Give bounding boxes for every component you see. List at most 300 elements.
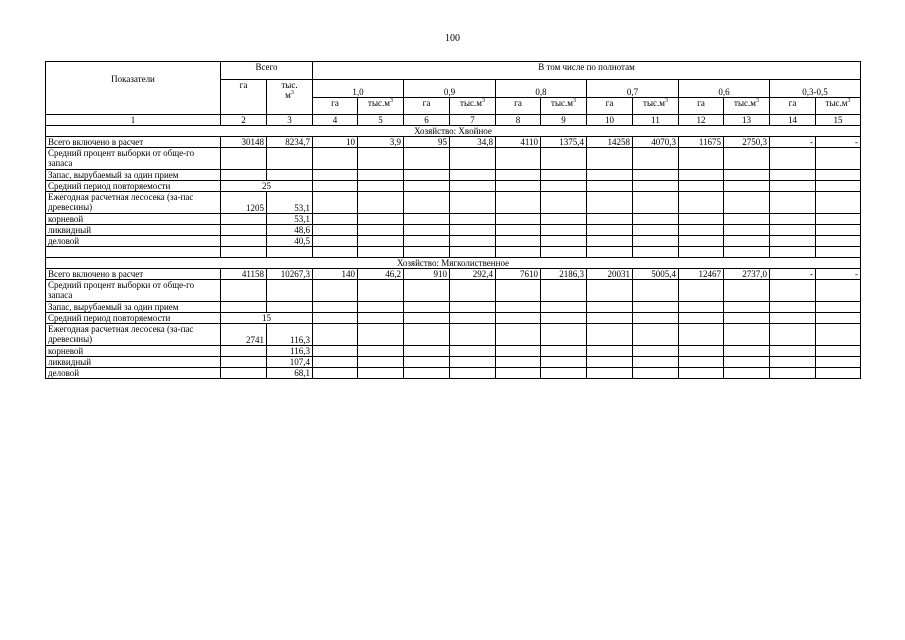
- table-cell: 140: [313, 269, 358, 280]
- table-cell: 68,1: [267, 368, 313, 379]
- table-cell: [633, 368, 679, 379]
- table-cell: [816, 357, 861, 368]
- table-cell: [587, 225, 633, 236]
- table-row: [46, 280, 861, 302]
- table-cell: [496, 247, 541, 258]
- table-cell: [221, 357, 267, 368]
- column-number: 4: [313, 115, 358, 126]
- subheader-volume: $тыс.м^3$: [633, 98, 679, 115]
- table-cell: [496, 313, 541, 324]
- table-cell: 20031: [587, 269, 633, 280]
- table-cell: [770, 313, 816, 324]
- table-cell: [496, 302, 541, 313]
- table-cell: [816, 313, 861, 324]
- table-cell: [724, 181, 770, 192]
- table-cell: [679, 313, 724, 324]
- table-cell: [450, 225, 496, 236]
- table-cell: [587, 368, 633, 379]
- table-cell: [404, 170, 450, 181]
- table-cell: [358, 247, 404, 258]
- table-cell: [450, 247, 496, 258]
- table-cell: [541, 346, 587, 357]
- table-cell: [313, 346, 358, 357]
- table-cell: 2737,0: [724, 269, 770, 280]
- table-cell: [450, 302, 496, 313]
- table-cell: [816, 225, 861, 236]
- table-cell: [724, 148, 770, 170]
- table-cell: [496, 181, 541, 192]
- table-cell: [770, 368, 816, 379]
- row-label: корневой: [46, 346, 221, 357]
- table-cell: [633, 357, 679, 368]
- table-cell: [816, 280, 861, 302]
- row-label: [46, 247, 221, 258]
- table-cell: [541, 192, 587, 214]
- table-cell: [816, 192, 861, 214]
- table-cell: [541, 368, 587, 379]
- table-cell: [679, 148, 724, 170]
- table-cell: [313, 247, 358, 258]
- table-cell: [358, 368, 404, 379]
- table-cell: [450, 170, 496, 181]
- table-cell: [221, 247, 267, 258]
- table-cell: [496, 148, 541, 170]
- table-cell: [816, 148, 861, 170]
- table-cell: [541, 247, 587, 258]
- table-cell: 2186,3: [541, 269, 587, 280]
- row-label: Запас, вырубаемый за один прием: [46, 302, 221, 313]
- table-cell: [221, 214, 267, 225]
- table-cell: [816, 346, 861, 357]
- row-label: деловой: [46, 236, 221, 247]
- table-cell: [724, 247, 770, 258]
- header-total: Всего: [221, 62, 313, 80]
- table-cell: [313, 170, 358, 181]
- table-cell: [679, 181, 724, 192]
- table-cell: [541, 302, 587, 313]
- column-number: 1: [46, 115, 221, 126]
- table-cell: [496, 170, 541, 181]
- table-cell: 116,3: [267, 346, 313, 357]
- table-cell: [496, 324, 541, 346]
- table-cell: [313, 324, 358, 346]
- row-label: Средний процент выборки от обще-го запаса: [46, 148, 221, 170]
- table-cell: [770, 302, 816, 313]
- column-number: 15: [816, 115, 861, 126]
- table-cell: [404, 236, 450, 247]
- table-cell: [816, 368, 861, 379]
- table-cell: [358, 225, 404, 236]
- table-cell: [541, 324, 587, 346]
- table-cell: [404, 302, 450, 313]
- table-cell: [267, 247, 313, 258]
- table-cell: [633, 313, 679, 324]
- table-cell: [496, 280, 541, 302]
- table-cell: [358, 214, 404, 225]
- table-cell: [679, 247, 724, 258]
- table-cell: [587, 247, 633, 258]
- table-cell: [358, 148, 404, 170]
- header-indicators: Показатели: [46, 62, 221, 115]
- table-cell: [770, 225, 816, 236]
- row-label: Средний период повторяемости: [46, 181, 221, 192]
- table-cell: [770, 346, 816, 357]
- table-cell: [404, 346, 450, 357]
- table-cell: [450, 346, 496, 357]
- table-cell: [770, 236, 816, 247]
- table-cell: [541, 313, 587, 324]
- table-cell: [770, 280, 816, 302]
- table-cell: [541, 236, 587, 247]
- table-cell: [404, 368, 450, 379]
- column-number: 12: [679, 115, 724, 126]
- table-cell: [587, 346, 633, 357]
- table-cell: [679, 280, 724, 302]
- table-cell: [358, 192, 404, 214]
- table-cell: [633, 148, 679, 170]
- table-cell: [450, 368, 496, 379]
- table-cell: [450, 236, 496, 247]
- table-cell: [724, 236, 770, 247]
- table-cell: [404, 225, 450, 236]
- table-cell: [496, 346, 541, 357]
- table-cell: 14258: [587, 137, 633, 148]
- table-cell: [770, 148, 816, 170]
- table-cell: 2750,3: [724, 137, 770, 148]
- table-cell: 292,4: [450, 269, 496, 280]
- subheader-ha: га: [770, 98, 816, 115]
- table-cell: [541, 170, 587, 181]
- table-cell: 46,2: [358, 269, 404, 280]
- section-header-row: [46, 126, 861, 137]
- table-cell: [587, 181, 633, 192]
- subheader-volume: $тыс.м^3$: [724, 98, 770, 115]
- column-number: 2: [221, 115, 267, 126]
- table-cell: [358, 302, 404, 313]
- section-title: Хозяйство: Хвойное: [46, 126, 861, 137]
- table-cell: 8234,7: [267, 137, 313, 148]
- table-row: [46, 324, 861, 346]
- table-cell: [313, 368, 358, 379]
- table-row: [46, 137, 861, 148]
- table-cell: 41158: [221, 269, 267, 280]
- table-cell: 40,5: [267, 236, 313, 247]
- table-cell: [633, 280, 679, 302]
- table-cell: [496, 357, 541, 368]
- table-cell: [587, 313, 633, 324]
- column-number: 10: [587, 115, 633, 126]
- column-number: 13: [724, 115, 770, 126]
- table-cell: [450, 148, 496, 170]
- table-cell: [679, 346, 724, 357]
- table-cell: [724, 368, 770, 379]
- table-cell: [450, 324, 496, 346]
- table-cell: [724, 346, 770, 357]
- table-cell: [313, 302, 358, 313]
- header-total-ha: га: [221, 80, 267, 115]
- table-row: [46, 236, 861, 247]
- row-label: корневой: [46, 214, 221, 225]
- table-cell: 53,1: [267, 192, 313, 214]
- table-cell: [587, 280, 633, 302]
- table-cell: [633, 225, 679, 236]
- table-cell: -: [770, 269, 816, 280]
- table-cell: [404, 357, 450, 368]
- table-cell: [313, 280, 358, 302]
- merged-value: 15: [221, 313, 313, 324]
- table-row: [46, 170, 861, 181]
- table-cell: [770, 247, 816, 258]
- table-cell: [313, 214, 358, 225]
- table-cell: [679, 170, 724, 181]
- table-cell: [679, 225, 724, 236]
- table-cell: [724, 214, 770, 225]
- table-cell: [313, 148, 358, 170]
- table-cell: 11675: [679, 137, 724, 148]
- table-cell: [816, 247, 861, 258]
- table-cell: [633, 192, 679, 214]
- table-cell: [496, 236, 541, 247]
- table-cell: [724, 357, 770, 368]
- table-row: [46, 346, 861, 357]
- table-cell: [587, 357, 633, 368]
- table-cell: [313, 313, 358, 324]
- table-cell: 34,8: [450, 137, 496, 148]
- table-cell: [404, 247, 450, 258]
- table-cell: [221, 368, 267, 379]
- table-cell: [816, 170, 861, 181]
- table-row: [46, 368, 861, 379]
- subheader-ha: га: [496, 98, 541, 115]
- row-label: ликвидный: [46, 357, 221, 368]
- table-cell: 107,4: [267, 357, 313, 368]
- table-cell: 53,1: [267, 214, 313, 225]
- table-cell: [679, 302, 724, 313]
- table-cell: [587, 170, 633, 181]
- table-cell: [358, 280, 404, 302]
- table-cell: [587, 192, 633, 214]
- section-title: Хозяйство: Мягколиственное: [46, 258, 861, 269]
- table-cell: 95: [404, 137, 450, 148]
- table-cell: [724, 170, 770, 181]
- table-cell: [221, 346, 267, 357]
- table-cell: [221, 236, 267, 247]
- table-cell: [313, 192, 358, 214]
- table-cell: [541, 280, 587, 302]
- table-cell: [587, 148, 633, 170]
- table-row: [46, 192, 861, 214]
- header-by-density: В том числе по полнотам: [313, 62, 861, 80]
- table-cell: 48,6: [267, 225, 313, 236]
- table-cell: [679, 214, 724, 225]
- table-cell: [267, 170, 313, 181]
- forest-cutting-table: [45, 61, 861, 379]
- table-cell: 2741: [221, 324, 267, 346]
- table-cell: [816, 324, 861, 346]
- table-cell: [633, 324, 679, 346]
- row-label: Ежегодная расчетная лесосека (за-пас древесины): [46, 324, 221, 346]
- table-cell: 3,9: [358, 137, 404, 148]
- table-cell: [496, 192, 541, 214]
- subheader-ha: га: [404, 98, 450, 115]
- table-cell: [541, 181, 587, 192]
- table-cell: [724, 302, 770, 313]
- table-cell: [404, 280, 450, 302]
- table-cell: [770, 170, 816, 181]
- column-number: 9: [541, 115, 587, 126]
- column-number: 11: [633, 115, 679, 126]
- table-cell: [816, 236, 861, 247]
- merged-value: 25: [221, 181, 313, 192]
- table-cell: [541, 148, 587, 170]
- table-row: [46, 225, 861, 236]
- table-cell: [267, 302, 313, 313]
- table-cell: [221, 225, 267, 236]
- subheader-ha: га: [679, 98, 724, 115]
- table-row: [46, 214, 861, 225]
- density-0-7: 0,7: [587, 80, 679, 98]
- table-cell: [541, 357, 587, 368]
- table-cell: [633, 214, 679, 225]
- subheader-volume: $тыс.м^3$: [541, 98, 587, 115]
- table-cell: [816, 181, 861, 192]
- table-cell: [724, 324, 770, 346]
- table-cell: [221, 170, 267, 181]
- subheader-ha: га: [313, 98, 358, 115]
- row-label: Всего включено в расчет: [46, 269, 221, 280]
- column-number: 6: [404, 115, 450, 126]
- table-cell: [679, 236, 724, 247]
- row-label: Средний период повторяемости: [46, 313, 221, 324]
- subheader-volume: $тыс.м^3$: [816, 98, 861, 115]
- table-cell: [541, 214, 587, 225]
- row-label: Всего включено в расчет: [46, 137, 221, 148]
- table-cell: [587, 214, 633, 225]
- table-cell: [679, 192, 724, 214]
- column-number: 8: [496, 115, 541, 126]
- table-cell: [221, 280, 267, 302]
- table-cell: [267, 280, 313, 302]
- table-cell: 30148: [221, 137, 267, 148]
- table-cell: [313, 357, 358, 368]
- table-row: [46, 247, 861, 258]
- table-cell: [587, 302, 633, 313]
- table-cell: [404, 324, 450, 346]
- table-cell: [770, 181, 816, 192]
- table-cell: [587, 236, 633, 247]
- density-0-8: 0,8: [496, 80, 587, 98]
- table-cell: [267, 148, 313, 170]
- table-cell: [633, 302, 679, 313]
- table-cell: 12467: [679, 269, 724, 280]
- header-total-volume: тыс. $м^3$: [267, 80, 313, 115]
- density-0-6: 0,6: [679, 80, 770, 98]
- table-cell: [358, 181, 404, 192]
- table-cell: [450, 357, 496, 368]
- table-cell: [633, 346, 679, 357]
- table-cell: [404, 148, 450, 170]
- table-cell: [724, 313, 770, 324]
- table-cell: [724, 280, 770, 302]
- table-cell: [496, 225, 541, 236]
- table-row: [46, 181, 861, 192]
- row-label: Средний процент выборки от обще-го запаса: [46, 280, 221, 302]
- table-cell: [313, 236, 358, 247]
- table-cell: 5005,4: [633, 269, 679, 280]
- table-cell: [679, 357, 724, 368]
- table-cell: [816, 214, 861, 225]
- density-1-0: 1,0: [313, 80, 404, 98]
- table-cell: [358, 236, 404, 247]
- table-cell: [450, 313, 496, 324]
- table-row: [46, 269, 861, 280]
- table-cell: 910: [404, 269, 450, 280]
- table-cell: [816, 302, 861, 313]
- page-number: 100: [445, 33, 460, 44]
- table-cell: [633, 247, 679, 258]
- table-cell: 4110: [496, 137, 541, 148]
- table-cell: [770, 214, 816, 225]
- table-cell: [770, 192, 816, 214]
- table-cell: [633, 181, 679, 192]
- table-cell: 10267,3: [267, 269, 313, 280]
- table-cell: [358, 170, 404, 181]
- table-cell: [404, 192, 450, 214]
- table-cell: [496, 214, 541, 225]
- table-cell: [221, 148, 267, 170]
- table-cell: 10: [313, 137, 358, 148]
- table-cell: [633, 170, 679, 181]
- table-row: [46, 302, 861, 313]
- table-cell: [313, 181, 358, 192]
- table-cell: [450, 280, 496, 302]
- table-cell: 7610: [496, 269, 541, 280]
- table-cell: [358, 346, 404, 357]
- row-label: Ежегодная расчетная лесосека (за-пас древесины): [46, 192, 221, 214]
- table-cell: [541, 225, 587, 236]
- table-cell: 4070,3: [633, 137, 679, 148]
- table-cell: [724, 192, 770, 214]
- table-cell: [358, 313, 404, 324]
- column-number: 14: [770, 115, 816, 126]
- table-cell: [633, 236, 679, 247]
- table-cell: [724, 225, 770, 236]
- table-cell: [313, 225, 358, 236]
- table-cell: [679, 368, 724, 379]
- subheader-ha: га: [587, 98, 633, 115]
- table-cell: [450, 192, 496, 214]
- section-header-row: [46, 258, 861, 269]
- table-cell: [404, 214, 450, 225]
- subheader-volume: $тыс.м^3$: [450, 98, 496, 115]
- row-label: деловой: [46, 368, 221, 379]
- table-cell: [770, 357, 816, 368]
- table-cell: [770, 324, 816, 346]
- table-cell: [496, 368, 541, 379]
- row-label: ликвидный: [46, 225, 221, 236]
- table-cell: [587, 324, 633, 346]
- table-cell: 1205: [221, 192, 267, 214]
- table-row: [46, 148, 861, 170]
- density-0-3-0-5: 0,3-0,5: [770, 80, 861, 98]
- table-cell: [450, 214, 496, 225]
- column-number: 3: [267, 115, 313, 126]
- table-cell: [358, 357, 404, 368]
- table-cell: [679, 324, 724, 346]
- row-label: Запас, вырубаемый за один прием: [46, 170, 221, 181]
- subheader-volume: $тыс.м^3$: [358, 98, 404, 115]
- table-cell: 1375,4: [541, 137, 587, 148]
